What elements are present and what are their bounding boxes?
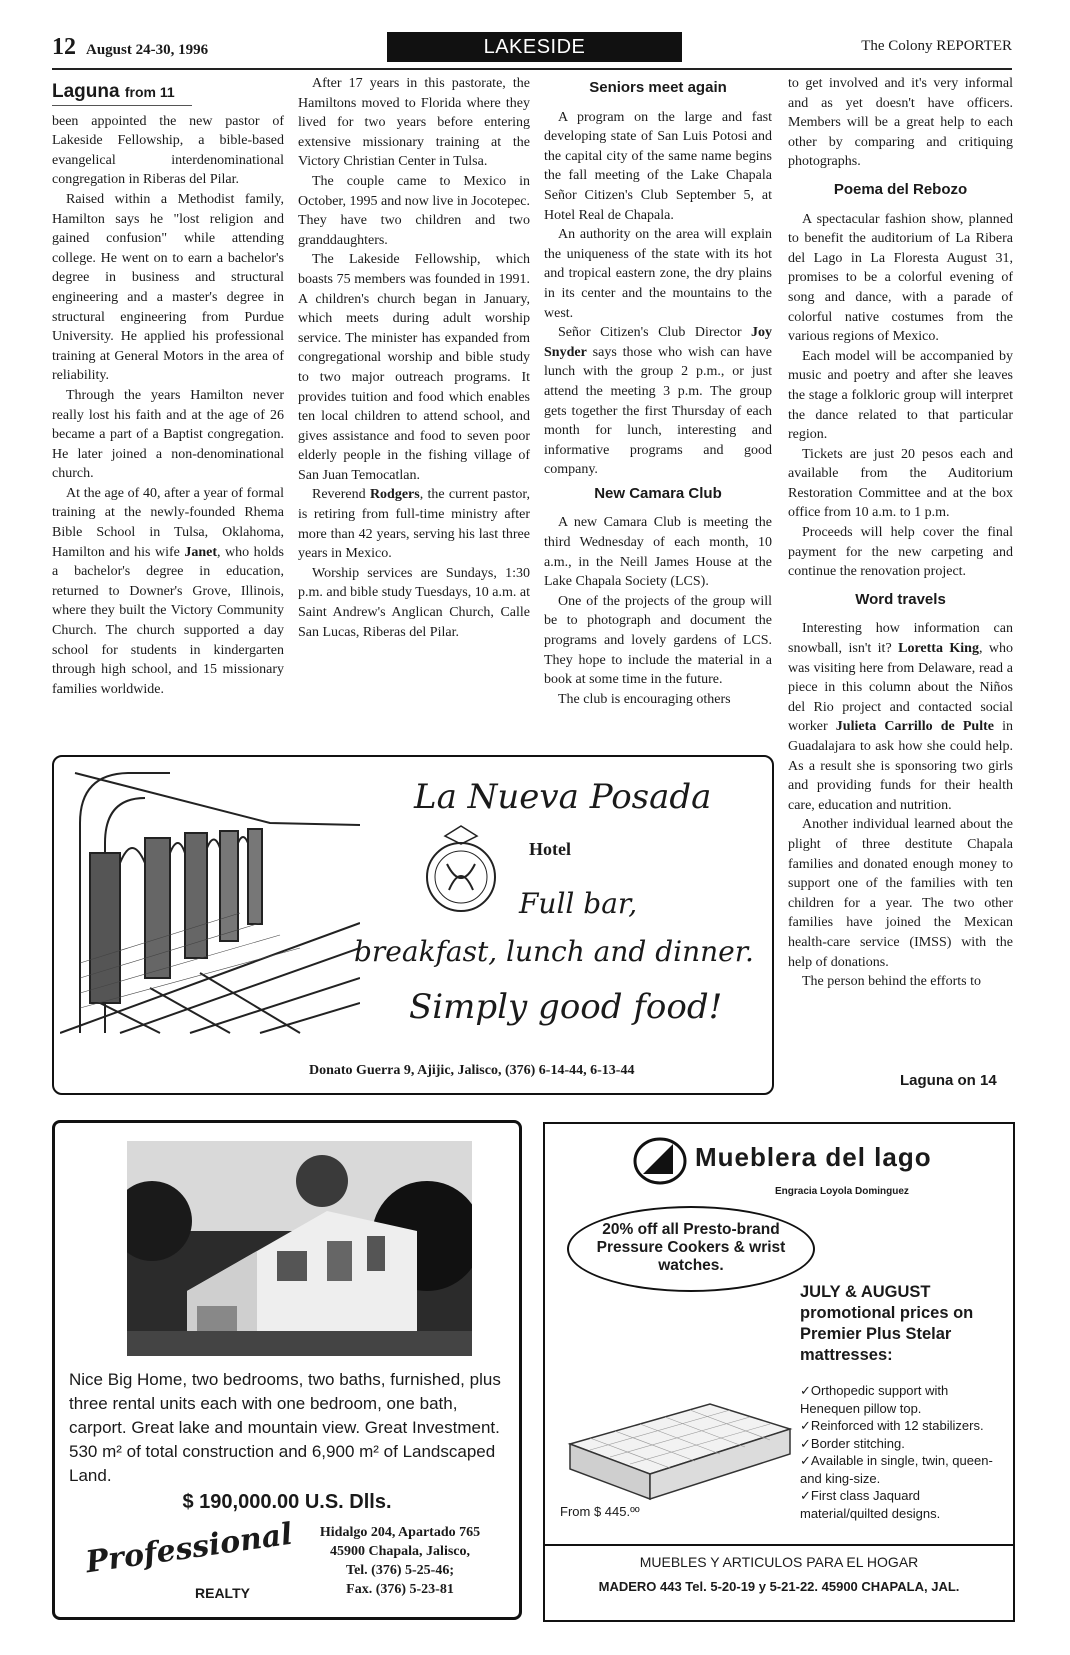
mattress-illustration [560, 1364, 800, 1514]
text-run: in Guadalajara to ask how she could help. As a result she is sponsoring two girls and providing funds for their health care, education and nutrition. [788, 719, 1013, 813]
page-number: 12 [52, 34, 76, 60]
mueblera-logo-icon [633, 1136, 688, 1186]
issue-date: August 24-30, 1996 [86, 42, 209, 58]
paragraph: Proceeds will help cover the final payment for the new carpeting and continue the renovation project. [788, 525, 1013, 580]
paragraph: Another individual learned about the plight of three destitute Chapala families and donated enough money to support one of the families with ten children for a year. The two other families have joined the Mexican health-care service (IMSS) with the help of donations. [788, 817, 1013, 970]
hotel-seal-logo [409, 822, 514, 927]
ad-professional-realty [52, 1120, 522, 1620]
paragraph [52, 484, 284, 700]
subheading-seniors: Seniors meet again [589, 79, 727, 96]
ad-line-bar: Full bar, [519, 887, 638, 920]
paragraph: Through the years Hamilton never really lost his faith and at the age of 26 became a part of a Baptist congregation. He later joined a non-denominational church. [52, 387, 284, 482]
section-banner: LAKESIDE [387, 32, 682, 62]
paragraph: An authority on the area will explain the uniqueness of the state with its hot and tropical eastern zone, the dry plains in its center and the mountains to the west. [544, 227, 772, 321]
paragraph: Raised within a Methodist family, Hamilton says he "lost religion and gained confusion" while attending college. He went on to earn a bachelor's degree in business and structural engineering and a master's degree in structural engineering from Purdue University. He applied his professional training at General Motors in the area of reliability. [52, 191, 284, 384]
person-name: Janet [184, 544, 218, 560]
person-name: Rodgers [369, 487, 420, 503]
address-line: Hidalgo 204, Apartado 765 [319, 1525, 481, 1540]
person-name: Loretta King [898, 641, 979, 657]
paragraph: Worship services are Sundays, 1:30 p.m. and bible study Tuesdays, 10 a.m. at Saint Andrew's Anglican Church, Calle San Lucas, Riberas del Pilar. [298, 565, 530, 640]
arcade-illustration [60, 763, 360, 1038]
subheading-camara-club: New Camara Club [594, 484, 722, 502]
paragraph: A spectacular fashion show, planned to benefit the auditorium of La Ribera del Lago in La Floresta August 31, promises to be a colorful evening of song and dance, with a parade of colorful native costumes from the various regions of Mexico. [788, 211, 1013, 345]
person-name: Joy Snyder [544, 325, 772, 360]
paragraph [788, 619, 1013, 815]
paragraph: The couple came to Mexico in October, 1995 and now live in Jocotepec. They have two children and two granddaughters. [298, 173, 530, 248]
publication-name: The Colony REPORTER [861, 38, 1012, 54]
text-run: says those who wish can have lunch with the group 2 p.m., or just attend the meeting 3 p.m. The group gets together the first Thursday of each month for lunch, interesting and informative programs and good company. [544, 344, 772, 478]
discount-oval: 20% off all Presto-brand Pressure Cookers & wrist watches. [567, 1206, 815, 1292]
paragraph: Each model will be accompanied by music and poetry and after she leaves the stage a folkloric group will interpret the dance related to that particular region. [788, 348, 1013, 443]
list-item: ✓ Orthopedic support with Henequen pillow top. [800, 1382, 1005, 1417]
jump-line: Laguna on 14 [900, 1072, 997, 1089]
fax-line: Fax. (376) 5-23-81 [346, 1582, 454, 1597]
footer-tagline: MUEBLES Y ARTICULOS PARA EL HOGAR [639, 1554, 919, 1570]
text-run: , who was visiting here from Delaware, read a piece in this column about the Niños del Rio project and contacted social worker [788, 641, 1013, 735]
column-3 [544, 74, 772, 709]
paragraph: A new Camara Club is meeting the third Wednesday of each month, 10 a.m., in the Neill James House at the Lake Chapala Society (LCS). [544, 515, 772, 590]
list-item: ✓ Reinforced with 12 stabilizers. [800, 1417, 1005, 1435]
paragraph: Tickets are just 20 pesos each and available from the Auditorium Restoration Committee and at the box office from 10 a.m. to 1 p.m. [788, 446, 1013, 521]
ad-mueblera-del-lago [543, 1122, 1015, 1622]
phone-line: Tel. (376) 5-25-46; [346, 1563, 454, 1578]
ad-owner: Engracia Loyola Dominguez [775, 1186, 909, 1197]
person-name: Julieta Carrillo de Pulte [835, 719, 994, 735]
paragraph: The club is encouraging others [558, 691, 731, 707]
page-header [52, 32, 1012, 68]
ad-address: Donato Guerra 9, Ajijic, Jalisco, (376) 6-14-44, 6-13-44 [309, 1063, 635, 1078]
ad-hotel-label: Hotel [529, 839, 571, 859]
paragraph: to get involved and it's very informal and as yet doesn't have officers. Members will be a great help to each other by comparing and critiquing photographs. [788, 76, 1013, 170]
promo-heading: JULY & AUGUST promotional prices on Premier Plus Stelar mattresses: [800, 1283, 974, 1364]
ad-title: Mueblera del lago [695, 1142, 932, 1172]
text-run: Señor Citizen's Club Director [558, 325, 751, 341]
kicker-from: from 11 [124, 84, 175, 100]
paragraph: One of the projects of the group will be to photograph and document the programs and lovely gardens of LCS. They hope to include the material in a book at some time in the future. [544, 593, 772, 688]
list-item: ✓ First class Jaquard material/quilted designs. [800, 1487, 1005, 1522]
ad-line-meals: breakfast, lunch and dinner. [354, 935, 754, 968]
text-run: , who holds a bachelor's degree in education, returned to Downer's Grove, Illinois, where they built the Victory Community Church. The church supported a day school for students in kindergarten through high school, and 15 missionary families worldwide. [52, 544, 285, 697]
paragraph [298, 485, 530, 563]
column-1 [52, 82, 284, 699]
text-run: Interesting how information can snowball, isn't it? [788, 621, 1013, 657]
ad-la-nueva-posada [52, 755, 774, 1095]
paragraph [544, 323, 772, 480]
ad-slogan: Simply good food! [409, 987, 723, 1027]
ad-title: La Nueva Posada [414, 777, 712, 817]
continuation-kicker [52, 82, 284, 103]
list-item: ✓ Border stitching. [800, 1435, 1005, 1453]
paragraph: A program on the large and fast developing state of San Luis Potosi and the capital city of the same name begins the fall meeting of the Lake Chapala Señor Citizen's Club September 5, at Hotel Real de Chapala. [544, 109, 772, 223]
listing-price: $ 190,000.00 U.S. Dlls. [182, 1491, 392, 1513]
paragraph: The Lakeside Fellowship, which boasts 75 members was founded in 1991. A children's church began in January, which meets during adult worship service. The minister has expanded from congregational worship and bible study to two major outreach programs. It provides tuition and food which enables ten local children to attend school, and gives assistance and food to seven poor elderly people in the fishing village of San Juan Temocatlan. [298, 252, 530, 483]
folio [52, 34, 208, 61]
realty-logo-sub: REALTY [195, 1585, 250, 1601]
header-rule [52, 68, 1012, 70]
footer-address: MADERO 443 Tel. 5-20-19 y 5-21-22. 45900 CHAPALA, JAL. [598, 1579, 960, 1594]
listing-description: Nice Big Home, two bedrooms, two baths, furnished, plus three rental units each with one bedroom, one bath, carport. Great lake and mountain view. Great Investment. 530 m² of total construction and 6,900 m² of Landscaped Land. [69, 1370, 501, 1485]
text-run: At the age of 40, after a year of formal training at the newly-founded Rhema Bible School in Tulsa, Oklahoma, Hamilton and his wife [52, 485, 284, 560]
house-photo [127, 1141, 472, 1356]
column-2 [298, 74, 530, 642]
footer-rule [545, 1544, 1013, 1546]
subheading-rebozo: Poema del Rebozo [833, 180, 968, 198]
list-item: ✓ Available in single, twin, queen- and king-size. [800, 1452, 1005, 1487]
subheading-word-travels: Word travels [855, 590, 946, 608]
paragraph: The person behind the efforts to [802, 974, 981, 990]
kicker-rule [52, 105, 192, 106]
address-line: 45900 Chapala, Jalisco, [329, 1544, 470, 1559]
realty-logo: Professional [83, 1516, 295, 1581]
realty-contact [295, 1523, 505, 1599]
text-run: , the current pastor, is retiring from full-time ministry after more than 42 years, serving his last three years in Mexico. [298, 487, 530, 562]
feature-list [800, 1382, 1005, 1522]
column-4 [788, 74, 1013, 992]
paragraph: been appointed the new pastor of Lakeside Fellowship, a bible-based evangelical interdenominational congregation in Riberas del Pilar. [52, 113, 284, 188]
kicker-title: Laguna [52, 81, 120, 102]
text-run: Reverend [312, 487, 370, 503]
paragraph: After 17 years in this pastorate, the Hamiltons moved to Florida where they lived for two years before entering extensive missionary training at the Victory Christian Center in Tulsa. [298, 76, 530, 170]
from-price: From $ 445.ºº [560, 1504, 640, 1519]
